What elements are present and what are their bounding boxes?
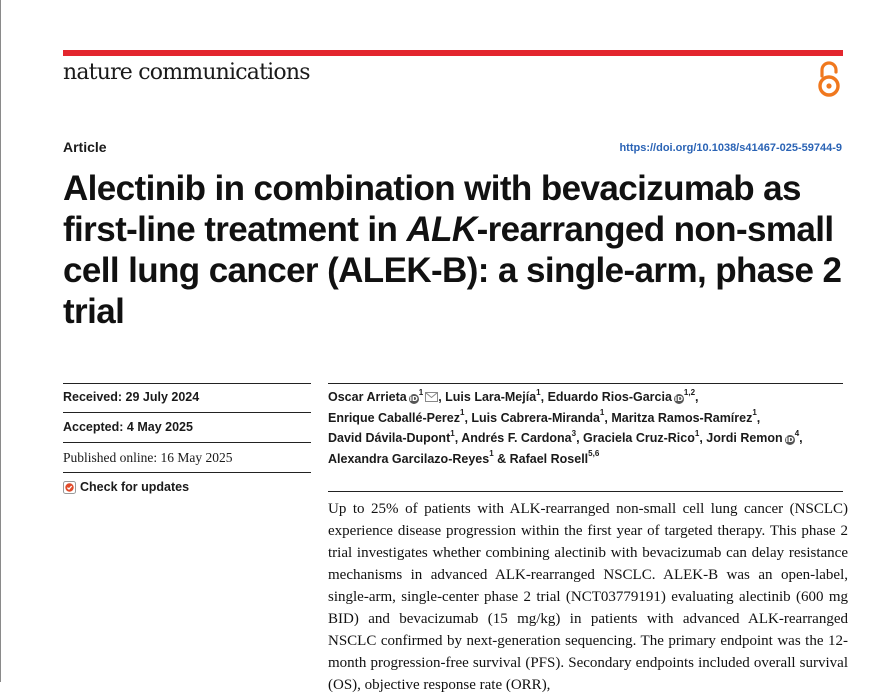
published-date: Published online: 16 May 2025 [63, 450, 233, 465]
date-divider [63, 442, 311, 443]
date-divider [63, 412, 311, 413]
author-name[interactable] [445, 387, 541, 404]
author-affiliation: 4 [794, 428, 800, 438]
author-name-text: Eduardo Rios-Garcia [547, 390, 672, 404]
author-affiliation: 1 [450, 428, 455, 438]
article-title [63, 168, 853, 332]
author-affiliation: 1 [599, 408, 605, 418]
author-name[interactable] [328, 387, 438, 404]
author-name[interactable] [509, 449, 600, 466]
title-gene-name: ALK [406, 210, 477, 249]
journal-accent-bar [63, 50, 843, 56]
author-affiliation: 1 [752, 408, 757, 418]
date-divider [63, 472, 311, 473]
authors-top-divider [328, 383, 843, 384]
author-name-text: Oscar Arrieta [328, 390, 407, 404]
author-name[interactable] [328, 408, 465, 425]
check-for-updates-button[interactable] [63, 478, 189, 496]
author-name-text: Graciela Cruz-Rico [583, 431, 695, 445]
author-affiliation: 5,6 [588, 449, 600, 459]
check-for-updates-label: Check for updates [80, 480, 190, 494]
received-date: Received: 29 July 2024 [63, 390, 200, 404]
author-name-text: Rafael Rosell [509, 451, 589, 466]
author-name-text: Jordi Remon [706, 431, 783, 445]
author-affiliation: 1 [694, 428, 700, 438]
check-updates-icon [63, 481, 76, 494]
orcid-icon[interactable]: iD [674, 395, 684, 403]
author-list: Oscar Arrieta $iD^1$ , Luis Lara-Mejía$^1$, Eduardo Rios-Garcia iD$^{1,2}$, Enrique Caballé-Perez$^1$, Luis Cabrera-Miranda$^1$, Maritza Ramos-Ramírez$^1$, David Dávila-Dupont$^1$, Andrés F. Cardona$^3$, Graciela Cruz-Rico$^1$, Jordi Remon $iD^4$, Alexandra Garcilazo-Reyes$^1$ & Rafael Rosell$^{5,6}$ [328, 387, 803, 466]
author-name-text: Andrés F. Cardona [461, 431, 572, 445]
author-name-text: Alexandra Garcilazo-Reyes [328, 451, 490, 466]
author-name[interactable] [328, 449, 494, 466]
title-text-end: -rearranged non-small cell lung cancer (ALEK-B): a single-arm, phase 2 trial [63, 210, 842, 331]
title-text-start: Alectinib in combination with bevacizumab as first-line treatment in [63, 169, 801, 249]
author-name[interactable] [547, 387, 696, 404]
abstract-text: Up to 25% of patients with ALK-rearranged non-small cell lung cancer (NSCLC) experience disease progression within the first year of targeted therapy. This phase 2 trial investigates whether combining alectinib with bevacizumab can delay resistance mechanisms in advanced ALK-rearranged NSCLC. ALEK-B was an open-label, single-arm, single-center phase 2 trial (NCT03779191) evaluating alectinib (600 mg BID) and bevacizumab (15 mg/kg) in patients with advanced ALK-rearranged NSCLC confirmed by next-generation sequencing. The primary endpoint was the 12-month progression-free survival (PFS). Secondary endpoints included overall survival (OS), objective response rate (ORR), [328, 501, 848, 693]
orcid-icon[interactable]: iD [785, 436, 794, 444]
article-type-label: Article [63, 139, 107, 155]
orcid-icon[interactable]: iD [409, 395, 418, 403]
author-name[interactable] [611, 408, 757, 425]
email-icon[interactable] [425, 392, 438, 402]
author-affiliation: 1 [460, 408, 465, 418]
author-affiliation: 3 [571, 428, 577, 438]
author-name-text: David Dávila-Dupont [328, 431, 451, 445]
dates-top-divider [63, 383, 311, 384]
author-affiliation: 1 [489, 449, 494, 459]
open-access-icon [816, 59, 842, 99]
author-name-text: Maritza Ramos-Ramírez [611, 410, 753, 425]
author-name-text: Luis Lara-Mejía [445, 390, 537, 404]
journal-name[interactable]: nature communications [63, 60, 310, 85]
doi-link[interactable]: https://doi.org/10.1038/s41467-025-59744-9 [619, 142, 842, 154]
author-affiliation: 1 [418, 387, 424, 397]
author-name[interactable] [328, 428, 455, 445]
author-affiliation: 1,2 [683, 387, 696, 397]
page-edge [0, 0, 1, 682]
author-name[interactable] [706, 428, 800, 445]
accepted-date: Accepted: 4 May 2025 [63, 420, 193, 434]
author-name-text: Enrique Caballé-Perez [328, 410, 460, 425]
author-name-text: Luis Cabrera-Miranda [471, 410, 600, 425]
author-name[interactable] [461, 428, 577, 445]
author-name[interactable] [583, 428, 700, 445]
author-name[interactable] [471, 408, 605, 425]
abstract-top-divider [328, 491, 843, 492]
author-affiliation: 1 [536, 387, 541, 397]
